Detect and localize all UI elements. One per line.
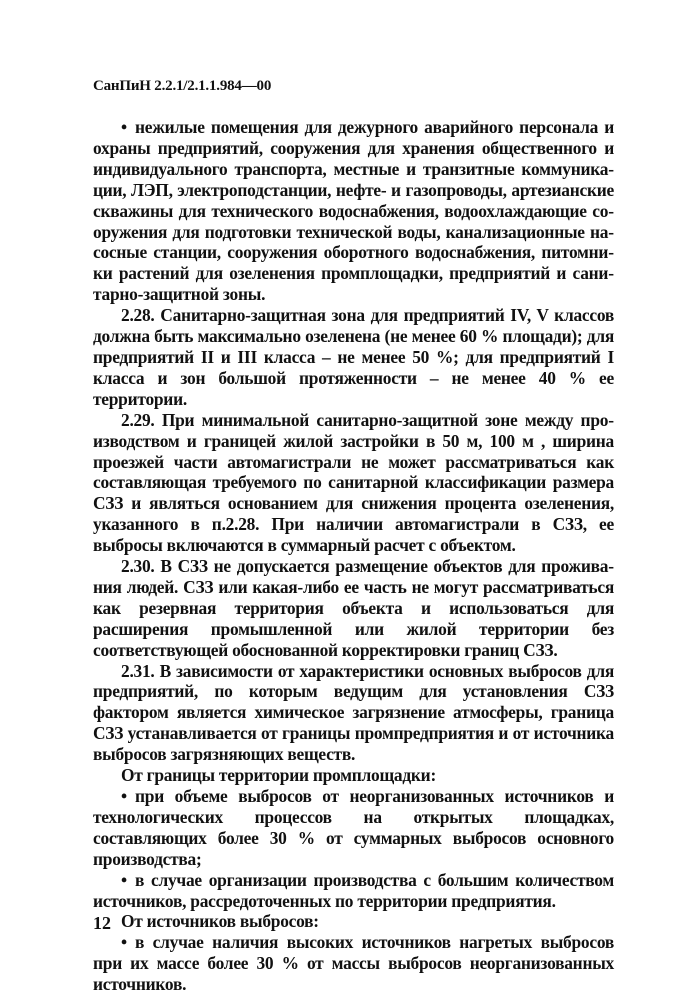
- list-item: [93, 870, 614, 912]
- page-number: 12: [93, 913, 111, 933]
- page-body: [93, 117, 614, 995]
- subheading-sources: От источников выбросов:: [121, 911, 319, 932]
- bullet-icon: •: [121, 932, 127, 953]
- list-item: [93, 932, 614, 995]
- document-header: СанПиН 2.2.1/2.1.1.984—00: [93, 78, 272, 94]
- paragraph-2-30: 2.30. В СЗЗ не допускается размещение объектов для проживания людей. СЗЗ или какая-либо ее часть не могут рассматриваться как резервная территория объекта и использоваться для расширения промышленной или жилой территории без соответствующей обоснованной корректировки границ СЗЗ.: [93, 556, 614, 660]
- bullet-icon: •: [121, 869, 127, 890]
- paragraph-2-28: 2.28. Санитарно-защитная зона для предприятий IV, V классов должна быть максимально озеленена (не менее 60 % площади); для предприятий II и III класса – не менее 50 %; для предприятий I класса и зон большой протяженности – не менее 40 % ее территории.: [93, 305, 614, 409]
- list-item: [93, 786, 614, 870]
- paragraph-text: в случае организации производства с большим количеством источников, рассредоточенных по территории предприятия.: [93, 869, 614, 911]
- paragraph-text: при объеме выбросов от неорганизованных источников и технологических процессов на открытых площадках, составляющих более 30 % от суммарных выбросов основного производства;: [93, 786, 614, 869]
- paragraph-2-29: 2.29. При минимальной санитарно-защитной зоне между производством и границей жилой застройки в 50 м, 100 м , ширина проезжей части автомагистрали не может рассматриваться как составляющая требуемого по санитарной классификации размера СЗЗ и являться основанием для снижения процента озеленения, указанного в п.2.28. При наличии автомагистрали в СЗЗ, ее выбросы включаются в суммарный расчет с объектом.: [93, 409, 614, 556]
- bullet-icon: •: [121, 117, 127, 137]
- list-item: [93, 117, 614, 305]
- paragraph-text: в случае наличия высоких источников нагретых выбросов при их массе более 30 % от массы выбросов неорганизованных источников.: [93, 932, 614, 995]
- subheading-territory: От границы территории промплощадки:: [121, 765, 436, 786]
- paragraph-2-31: 2.31. В зависимости от характеристики основных выбросов для предприятий, по которым ведущим для установления СЗЗ фактором является химическое загрязнение атмосферы, граница СЗЗ устанавливается от границы промпредприятия и от источника выбросов загрязняющих веществ.: [93, 660, 614, 765]
- bullet-icon: •: [121, 786, 127, 806]
- paragraph-text: нежилые помещения для дежурного аварийного персонала и охраны предприятий, сооружения для хранения общественного и индивидуального транспорта, местные и транзитные коммуникации, ЛЭП, электроподстанции, нефте- и газопроводы, артезианские скважины для технического водоснабжения, водоохлаждающие сооружения для подготовки технической воды, канализационные насосные станции, сооружения оборотного водоснабжения, питомники растений для озеленения промплощадки, предприятий и санитарно-защитной зоны.: [93, 117, 614, 305]
